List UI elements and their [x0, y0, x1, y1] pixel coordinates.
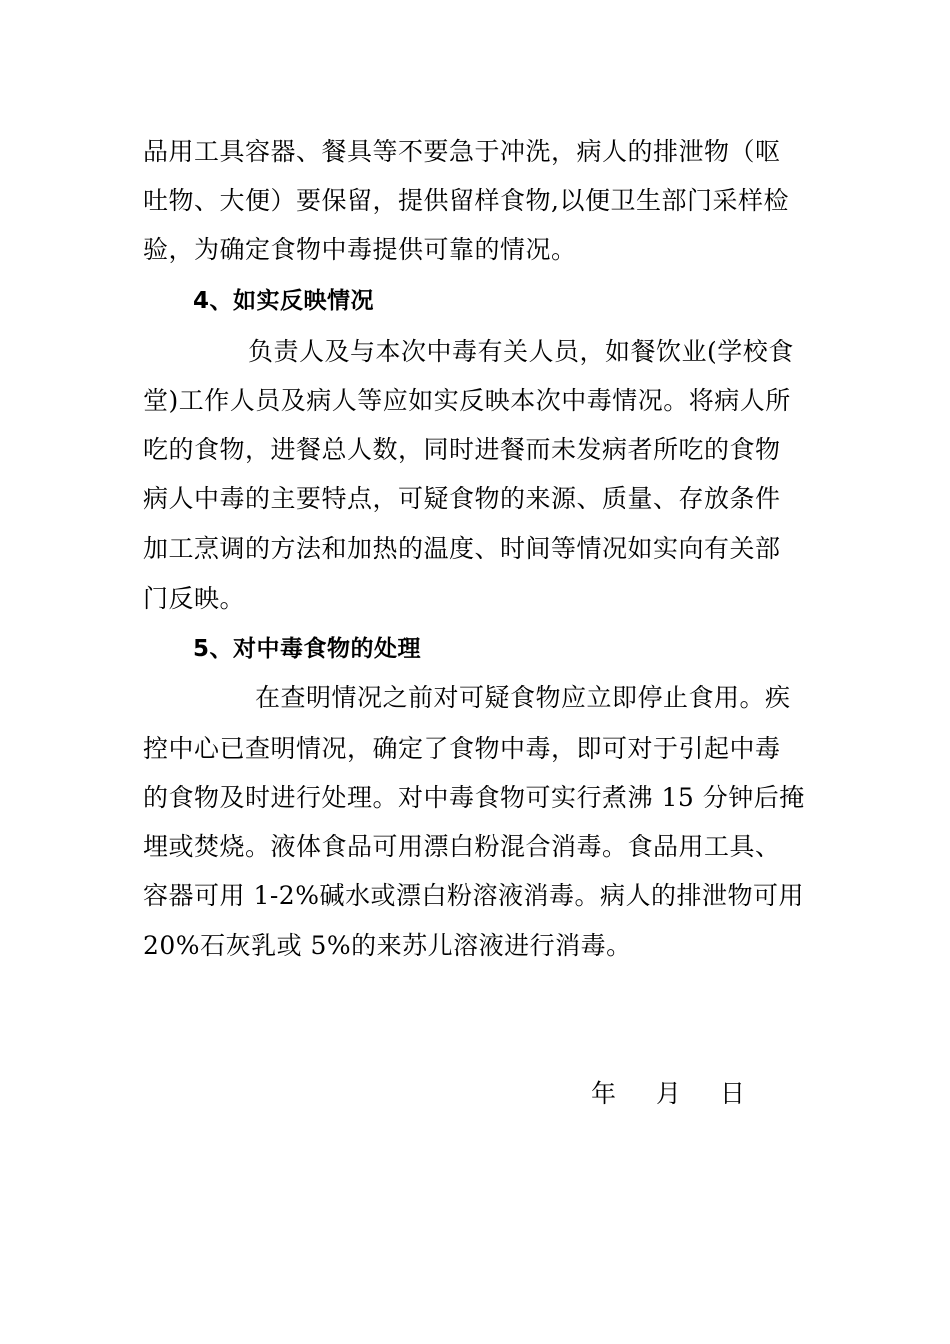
- section-4-line: 病人中毒的主要特点，可疑食物的来源、质量、存放条件: [143, 484, 781, 513]
- section-5-heading: 5、对中毒食物的处理: [193, 636, 422, 662]
- section-5-line: 在查明情况之前对可疑食物应立即停止食用。疾: [255, 683, 791, 712]
- section-5-line: 的食物及时进行处理。对中毒食物可实行煮沸 15 分钟后掩: [143, 783, 805, 812]
- date-month-label: 月: [656, 1079, 682, 1108]
- date-year-label: 年: [591, 1079, 617, 1108]
- date-day-label: 日: [720, 1079, 746, 1108]
- section-4-line: 负责人及与本次中毒有关人员，如餐饮业(学校食: [248, 337, 794, 366]
- section-5-line: 20%石灰乳或 5%的来苏儿溶液进行消毒。: [143, 931, 632, 960]
- section-4-line: 门反映。: [143, 584, 246, 613]
- paragraph-line: 吐物、大便）要保留，提供留样食物,以便卫生部门采样检: [143, 186, 789, 215]
- section-4-line: 堂)工作人员及病人等应如实反映本次中毒情况。将病人所: [143, 386, 791, 415]
- paragraph-line: 品用工具容器、餐具等不要急于冲洗，病人的排泄物（呕: [143, 137, 781, 166]
- section-4-line: 加工烹调的方法和加热的温度、时间等情况如实向有关部: [143, 534, 781, 563]
- section-5-line: 控中心已查明情况，确定了食物中毒，即可对于引起中毒: [143, 734, 781, 763]
- section-4-line: 吃的食物，进餐总人数，同时进餐而未发病者所吃的食物: [143, 435, 781, 464]
- section-4-heading: 4、如实反映情况: [193, 288, 375, 314]
- paragraph-line: 验，为确定食物中毒提供可靠的情况。: [143, 235, 577, 264]
- section-5-line: 埋或焚烧。液体食品可用漂白粉混合消毒。食品用工具、: [143, 832, 781, 861]
- section-5-line: 容器可用 1-2%碱水或漂白粉溶液消毒。病人的排泄物可用: [143, 881, 804, 910]
